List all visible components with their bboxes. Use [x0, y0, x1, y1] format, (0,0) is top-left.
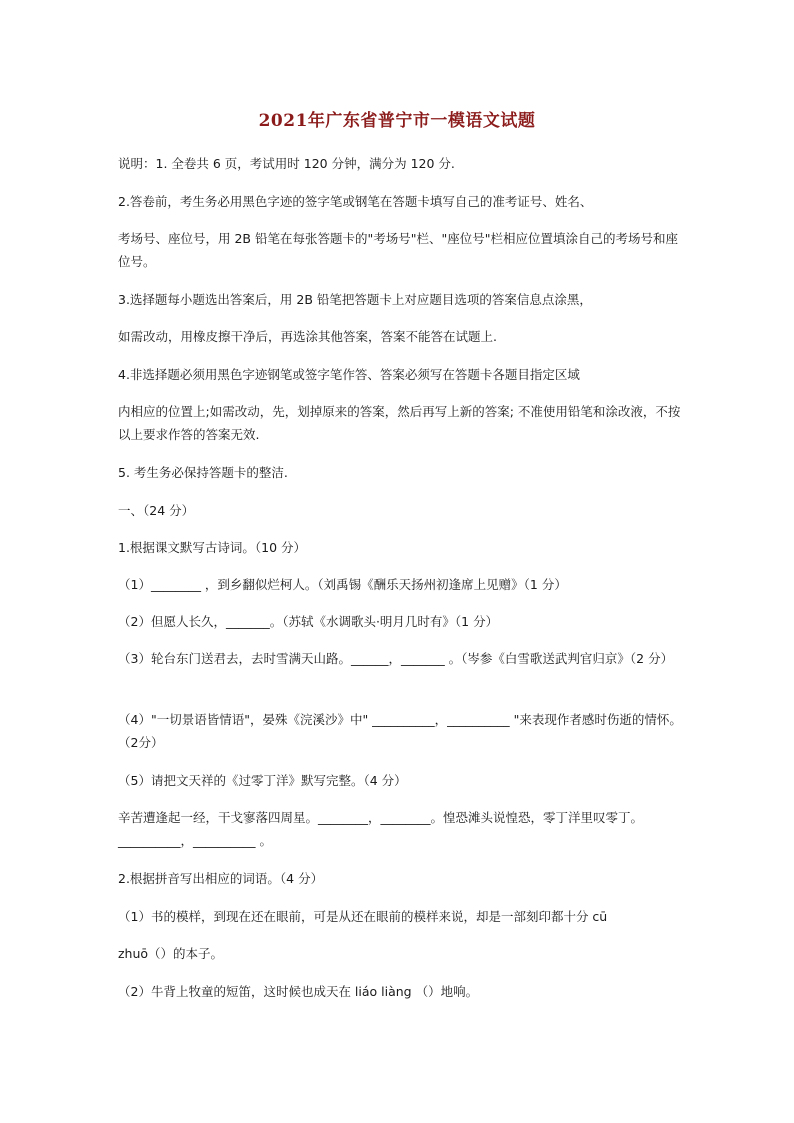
- instruction-line: 3.选择题每小题选出答案后，用 2B 铅笔把答题卡上对应题目选项的答案信息点涂黑，: [118, 292, 592, 307]
- instruction-line: 2.答卷前，考生务必用黑色字迹的签字笔或钢笔在答题卡填写自己的准考证号、姓名、: [118, 194, 593, 209]
- question-item: （2）牛背上牧童的短笛，这时候也成天在 liáo liàng （）地响。: [118, 984, 479, 999]
- question-item: （1）书的模样，到现在还在眼前，可是从还在眼前的模样来说，却是一部刻印都十分 cū: [118, 909, 608, 924]
- question-heading: 1.根据课文默写古诗词。（10 分）: [118, 540, 307, 555]
- question-item: 辛苦遭逢起一经，干戈寥落四周星。________，________。惶恐滩头说惶恐，零丁洋里叹零丁。__________，__________ 。: [118, 810, 644, 848]
- question-item: （5）请把文天祥的《过零丁洋》默写完整。（4 分）: [118, 773, 407, 788]
- question-item: （1）________ ，到乡翻似烂柯人。（刘禹锡《酬乐天扬州初逢席上见赠》（1 分）: [118, 577, 567, 592]
- question-item: （3）轮台东门送君去，去时雪满天山路。______，_______ 。（岑参《白雪歌送武判官归京》（2 分）: [118, 651, 674, 666]
- instruction-line: 考场号、座位号，用 2B 铅笔在每张答题卡的"考场号"栏、"座位号"栏相应位置填涂自己的考场号和座位号。: [118, 231, 678, 269]
- question-item: zhuō（）的本子。: [118, 946, 224, 961]
- instruction-line: 说明：1. 全卷共 6 页，考试用时 120 分钟，满分为 120 分.: [118, 156, 455, 171]
- instruction-line: 如需改动，用橡皮擦干净后，再选涂其他答案，答案不能答在试题上.: [118, 329, 497, 344]
- question-item: （2）但愿人长久，_______。（苏轼《水调歌头·明月几时有》（1 分）: [118, 614, 499, 629]
- instruction-line: 4.非选择题必须用黑色字迹钢笔或签字笔作答、答案必须写在答题卡各题目指定区域: [118, 367, 580, 382]
- instruction-line: 内相应的位置上;如需改动，先，划掉原来的答案，然后再写上新的答案; 不准使用铅笔和涂改液，不按以上要求作答的答案无效.: [118, 404, 681, 442]
- question-heading: 2.根据拼音写出相应的词语。（4 分）: [118, 871, 324, 886]
- section-heading: 一、（24 分）: [118, 503, 195, 518]
- instruction-line: 5. 考生务必保持答题卡的整洁.: [118, 465, 288, 480]
- page-title: 2021年广东省普宁市一模语文试题: [258, 111, 536, 131]
- question-item: （4）"一切景语皆情语"，晏殊《浣溪沙》中" __________，__________ "来表现作者感时伤逝的情怀。（2分）: [118, 712, 682, 750]
